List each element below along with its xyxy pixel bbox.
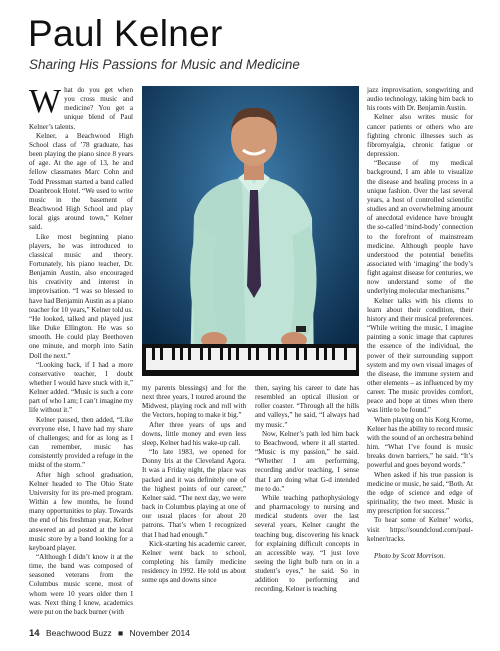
paragraph: To hear some of Kelner’ works, visit https://soundcloud.com/paul-kelner/tracks.	[367, 516, 473, 543]
text-column-4	[367, 86, 473, 626]
text-column-3	[255, 384, 359, 626]
page-number: 14	[29, 628, 40, 639]
drop-cap: W	[29, 86, 62, 120]
page-footer	[29, 628, 190, 639]
lead-paragraph: What do you get when you cross music and medicine? You get a unique blend of Paul Kelner’s talents.	[29, 86, 133, 131]
paragraph: While teaching pathophysiology and pharmacology to nursing and medical students over the last several years, Kelner caught the teaching bug, discovering his knack for explaining difficult concepts in an accessible way. “I just love seeing the light bulb turn on in a student’s eyes,” he said. So in addition to performing and recording, Kelner is teaching	[255, 493, 359, 594]
paragraph: Kick-starting his academic career, Kelner went back to school, completing his family medicine residency in 1992. He told us about some ups and downs since	[142, 539, 246, 585]
paragraph: Kelner talks with his clients to learn about their condition, their history and their musical preferences. “While writing the music, I imagine painting a sonic image that captures the essence of the individual, the power of their surrounding support system and my own visual images of the disease, the immune system and other elements – as influenced by my career. The music provides comfort, peace and hope at times when there was little to be found.”	[367, 296, 473, 415]
paragraph: After three years of ups and downs, little money and even less sleep, Kelner had his wake-up call.	[142, 420, 246, 447]
paragraph: jazz improvisation, songwriting and audio technology, taking him back to his roots with Dr. Benjamin Austin.	[367, 86, 473, 113]
paragraph: Kelner paused, then added, “Like everyone else, I have had my share of challenges; and for as long as I can remember, music has consistently provided a refuge in the midst of the storm.”	[29, 415, 133, 470]
paragraph: “Because of my medical background, I am able to visualize the disease and healing process in a unique fashion. Over the last several years, a host of controlled scientific studies and an overwhelming amount of anecdotal evidence have brought the so-called ‘mind-body’ connection to the forefront of mainstream medicine. Although people have understood the potential benefits associated with ‘imaging’ the body’s fight against disease for centuries, we now understand some of the underlying molecular mechanisms.”	[367, 159, 473, 296]
paragraph: “Although I didn’t know it at the time, the band was composed of seasoned veterans from the Columbus music scene, most of whom were 10 years older then I was. Next thing I knew, academics were put on the back burner (with	[29, 552, 133, 616]
paragraph: When asked if his true passion is medicine or music, he said, “Both. At the edge of science and edge of spirituality, the two meet. Music is my prescription for success.”	[367, 470, 473, 516]
paragraph: After high school graduation, Kelner headed to The Ohio State University for its pre-med program. Within a few months, he found many opportunities to play. Towards the end of his freshman year, Kelner answered an ad posted at the local music store by a band looking for a keyboard player.	[29, 470, 133, 552]
paragraph: Kelner also writes music for cancer patients or others who are fighting chronic illnesses such as fibromyalgia, chronic fatigue or depression.	[367, 113, 473, 159]
photo-illustration	[142, 86, 359, 376]
paragraph: my parents blessings) and for the next three years, I toured around the Midwest, playing rock and roll with the Vectors, hoping to make it big.”	[142, 384, 246, 420]
text-column-1	[29, 86, 133, 626]
issue-date: November 2014	[129, 628, 191, 638]
text-column-2	[142, 384, 246, 626]
paragraph: When playing on his Korg Krome, Kelner has the ability to record music with the sound of an orchestra behind him. “What I’ve found is music breaks down barriers,” he said. “It’s powerful and goes beyond words.”	[367, 415, 473, 470]
article-subtitle: Sharing His Passions for Music and Medicine	[29, 57, 300, 72]
paragraph: Now, Kelner’s path led him back to Beachwood, where it all started. “Music is my passion,” he said. “Whether I am performing, recording and/or teaching, I sense that I am doing what G-d intended me to do.”	[255, 429, 359, 493]
paragraph: then, saying his career to date has resembled an optical illusion or roller coaster. “Through all the hills and valleys,” he said, “I always had my music.”	[255, 384, 359, 429]
footer-separator: ■	[118, 628, 124, 638]
publication-name: Beachwood Buzz	[45, 628, 112, 638]
photo-credit: Photo by Scott Morrison.	[374, 551, 446, 560]
portrait-photo	[142, 86, 359, 376]
paragraph: Like most beginning piano players, he was introduced to classical music and theory. Fortunately, his piano teacher, Dr. Benjamin Austin, also encouraged his creativity and interest in improvisation. “I was so blessed to have had Benjamin Austin as a piano teacher for 10 years,” Kelner told us. “He looked, talked and played just like Duke Ellington. He was so smooth. He could play Beethoven one minute, and morph into Satin Doll the next.”	[29, 232, 133, 360]
article-title: Paul Kelner	[28, 13, 223, 54]
paragraph: Kelner, a Beachwood High School class of ’78 graduate, has been playing the piano since 8 years of age. At the age of 13, he and fellow classmates Marc Cohn and Todd Pressman started a band called Doanbrook Hotel. “We used to write music in the basement of Beachwood High School and play local gigs around town,” Kelner said.	[29, 131, 133, 232]
paragraph: “Looking back, if I had a more conservative teacher, I doubt whether I would have stuck with it,” Kelner added. “Music is such a core part of who I am; I can’t imagine my life without it.”	[29, 360, 133, 415]
paragraph: “In late 1983, we opened for Donny Iris at the Cleveland Agora. It was a Friday night, the place was packed and it was definitely one of the highest points of our career,” Kelner said. “The next day, we were back in Columbus playing at one of our usual places for about 20 patrons. That’s when I recognized that I had had enough.”	[142, 448, 246, 539]
